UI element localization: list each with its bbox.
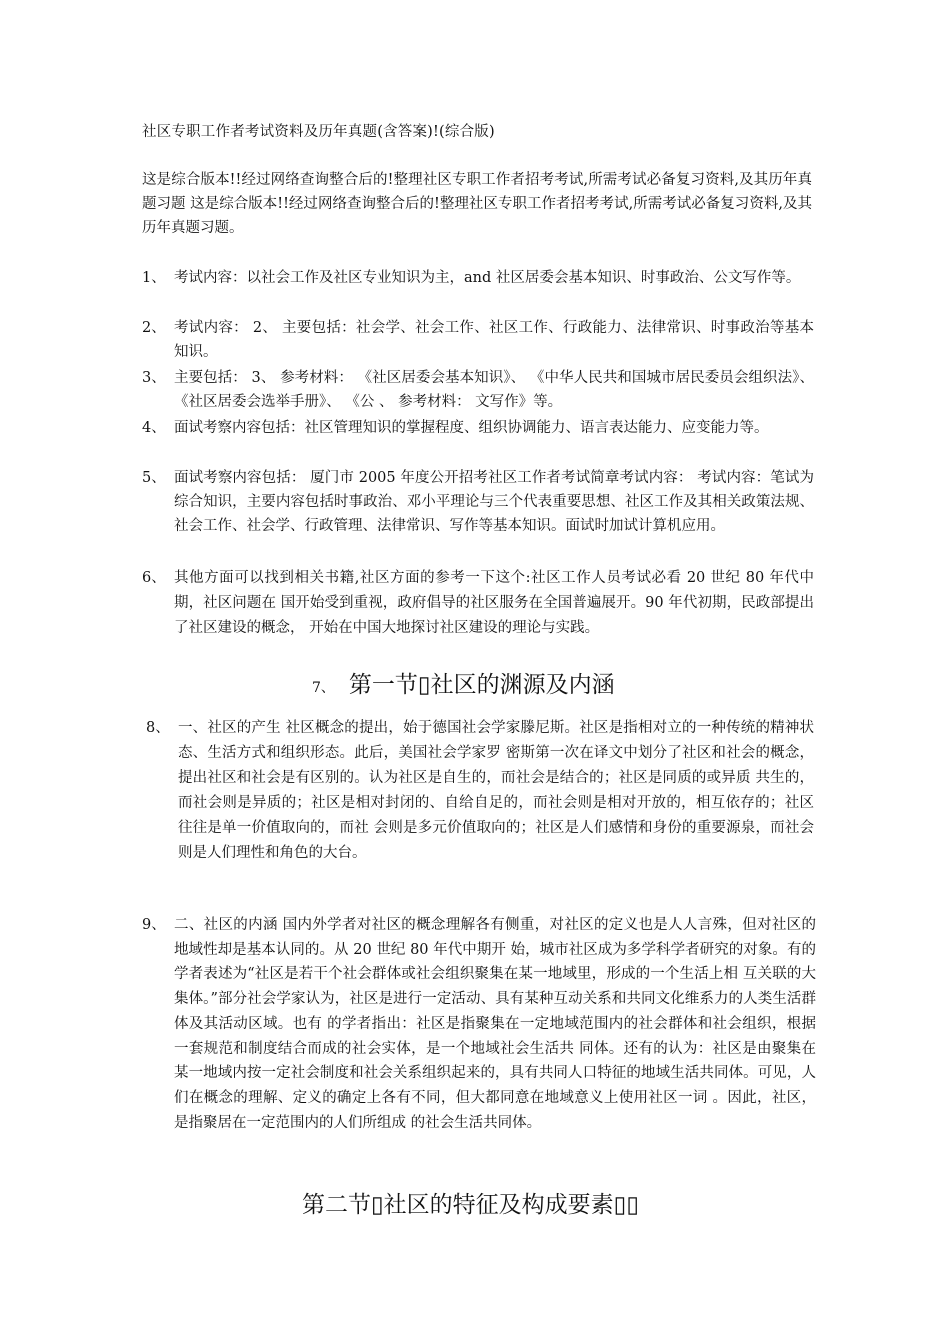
list-item-number: 8、 xyxy=(146,720,170,736)
list-item-text: 一、社区的产生 社区概念的提出，始于德国社会学家滕尼斯。社区是指相对立的一种传统的精神状态、生活方式和组织形态。此后，美国社会学家罗 密斯第一次在译文中划分了社区和社会的概念，提出社区和社会是有区别的。认为社区是自生的，而社会是结合的；社区是同质的或异质 共生的，而社会则是异质的；社区是相对封闭的、自给自足的，而社会则是相对开放的，相互依存的；社区往往是单一价值取向的，而社 会则是多元价值取向的；社区是人们感情和身份的重要源泉，而社会则是人们理性和角色的大台。 xyxy=(178,720,814,861)
list-item-text: 考试内容： 2、 主要包括：社会学、社会工作、社区工作、行政能力、法律常识、时事政治等基本知识。 xyxy=(174,320,814,360)
list-item-number: 2、 xyxy=(142,320,166,336)
list-item xyxy=(142,316,814,364)
list-item-number: 1、 xyxy=(142,270,166,286)
list-item-text: 面试考察内容包括：社区管理知识的掌握程度、组织协调能力、语言表达能力、应变能力等。 xyxy=(174,420,769,436)
list-item-text: 其他方面可以找到相关书籍,社区方面的参考一下这个:社区工作人员考试必看 20 世纪 80 年代中期，社区问题在 国开始受到重视，政府倡导的社区服务在全国普遍展开。90 年代初期，民政部提出了社区建设的概念， 开始在中国大地探讨社区建设的理论与实践。 xyxy=(174,570,814,636)
list-item-text: 主要包括： 3、 参考材料： 《社区居委会基本知识》、 《中华人民共和国城市居民委员会组织法》、 《社区居委会选举手册》、 《公 、 参考材料： 文写作》等。 xyxy=(174,370,814,410)
list-item-number: 4、 xyxy=(142,420,166,436)
heading-text: 第一节▯社区的渊源及内涵 xyxy=(348,672,615,698)
document-title: 社区专职工作者考试资料及历年真题(含答案)!(综合版) xyxy=(142,124,495,140)
list-item xyxy=(146,716,814,866)
section-heading-2: 第二节▯社区的特征及构成要素▯▯ xyxy=(302,1192,639,1218)
section-heading-1 xyxy=(312,666,615,699)
heading-number: 7、 xyxy=(312,680,335,696)
list-item-number: 3、 xyxy=(142,370,166,386)
list-item-number: 9、 xyxy=(142,917,166,933)
intro-paragraph: 这是综合版本!!经过网络查询整合后的!整理社区专职工作者招考考试,所需考试必备复习资料,及其历年真题习题 这是综合版本!!经过网络查询整合后的!整理社区专职工作者招考考试,所需考试必备复习资料,及其历年真题习题。 xyxy=(142,172,812,236)
list-item-number: 6、 xyxy=(142,570,166,586)
list-item-number: 5、 xyxy=(142,470,166,486)
list-item xyxy=(142,913,816,1135)
list-item xyxy=(142,566,814,641)
list-item xyxy=(142,416,814,440)
list-item-text: 面试考察内容包括： 厦门市 2005 年度公开招考社区工作者考试简章考试内容： 考试内容：笔试为综合知识，主要内容包括时事政治、邓小平理论与三个代表重要思想、社区工作及其相关政策法规、 社会工作、社会学、行政管理、法律常识、写作等基本知识。面试时加试计算机应用。 xyxy=(174,470,814,534)
list-item xyxy=(142,266,814,290)
list-item xyxy=(142,466,814,538)
list-item xyxy=(142,366,814,414)
list-item-text: 二、社区的内涵 国内外学者对社区的概念理解各有侧重，对社区的定义也是人人言殊，但对社区的地域性却是基本认同的。从 20 世纪 80 年代中期开 始，城市社区成为多学科学者研究的对象。有的学者表述为“社区是若干个社会群体或社会组织聚集在某一地域里，形成的一个生活上相 互关联的大集体。”部分社会学家认为，社区是进行一定活动、具有某种互动关系和共同文化维系力的人类生活群体及其活动区域。也有 的学者指出：社区是指聚集在一定地域范围内的社会群体和社会组织，根据一套规范和制度结合而成的社会实体，是一个地域社会生活共 同体。还有的认为：社区是由聚集在某一地域内按一定社会制度和社会关系组织起来的，具有共同人口特征的地域生活共同体。可见，人 们在概念的理解、定义的确定上各有不同，但大都同意在地域意义上使用社区一词 。因此，社区，是指聚居在一定范围内的人们所组成 的社会生活共同体。 xyxy=(174,917,816,1131)
list-item-text: 考试内容：以社会工作及社区专业知识为主，and 社区居委会基本知识、时事政治、公文写作等。 xyxy=(174,270,801,286)
